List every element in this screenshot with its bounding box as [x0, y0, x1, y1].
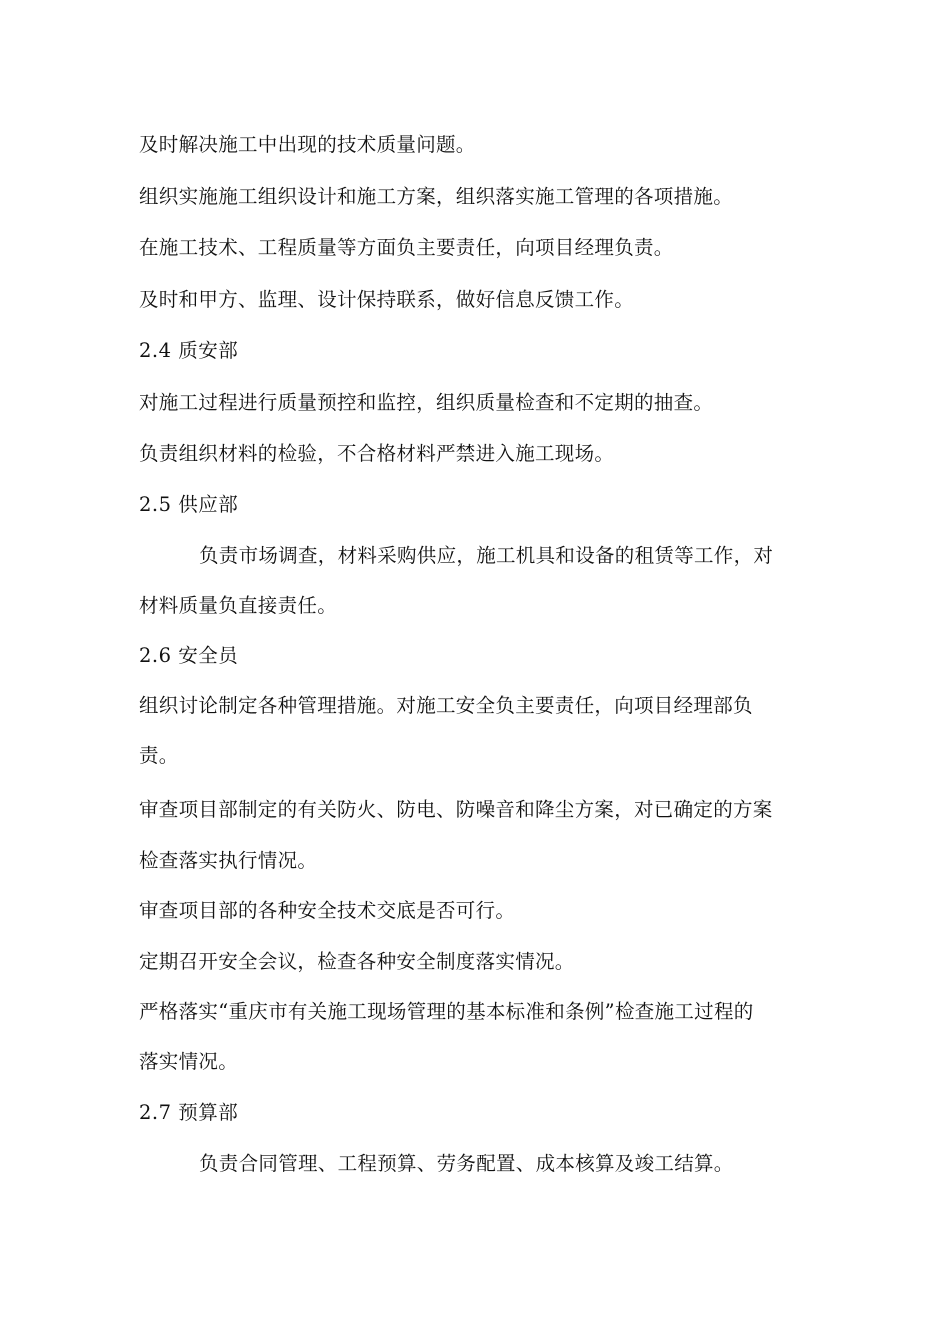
body-line-indented: 负责合同管理、工程预算、劳务配置、成本核算及竣工结算。 [199, 1152, 734, 1175]
body-line: 严格落实“重庆市有关施工现场管理的基本标准和条例”检查施工过程的 [139, 1000, 754, 1023]
section-heading-2-7: 2.7 预算部 [139, 1101, 239, 1124]
body-line: 对施工过程进行质量预控和监控，组织质量检查和不定期的抽查。 [139, 391, 714, 414]
body-line: 组织实施施工组织设计和施工方案，组织落实施工管理的各项措施。 [139, 185, 734, 208]
section-heading-2-5: 2.5 供应部 [139, 493, 239, 516]
body-line: 检查落实执行情况。 [139, 849, 318, 872]
body-line: 组织讨论制定各种管理措施。对施工安全负主要责任，向项目经理部负 [139, 694, 753, 717]
body-line: 落实情况。 [139, 1050, 239, 1073]
body-line: 及时解决施工中出现的技术质量问题。 [139, 133, 476, 156]
body-line: 材料质量负直接责任。 [139, 594, 338, 617]
body-line-indented: 负责市场调查，材料采购供应，施工机具和设备的租赁等工作，对 [199, 544, 774, 567]
body-line: 定期召开安全会议，检查各种安全制度落实情况。 [139, 950, 575, 973]
section-heading-2-4: 2.4 质安部 [139, 339, 239, 362]
body-line: 审查项目部制定的有关防火、防电、防噪音和降尘方案，对已确定的方案 [139, 798, 773, 821]
section-heading-2-6: 2.6 安全员 [139, 644, 239, 667]
body-line: 责。 [139, 744, 179, 767]
body-line: 负责组织材料的检验，不合格材料严禁进入施工现场。 [139, 442, 615, 465]
body-line: 及时和甲方、监理、设计保持联系，做好信息反馈工作。 [139, 288, 635, 311]
body-line: 在施工技术、工程质量等方面负主要责任，向项目经理负责。 [139, 236, 674, 259]
body-line: 审查项目部的各种安全技术交底是否可行。 [139, 899, 516, 922]
